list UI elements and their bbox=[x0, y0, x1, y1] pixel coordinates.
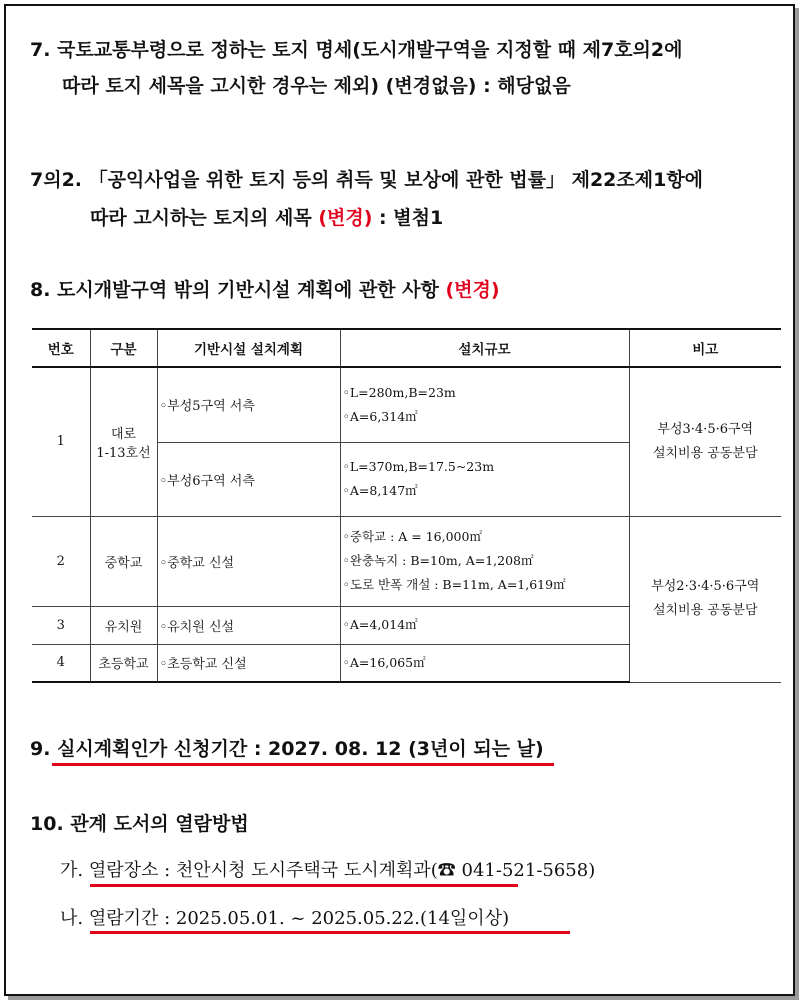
row-number: 4 bbox=[32, 644, 90, 682]
section8-title-text: 8. 도시개발구역 밖의 기반시설 계획에 관한 사항 bbox=[30, 279, 446, 301]
item-marker: 가. bbox=[60, 860, 89, 881]
row-plan: ◦중학교 신설 bbox=[157, 516, 340, 606]
scale-line: ◦A=6,314㎡ bbox=[342, 408, 418, 424]
section9-number: 9. bbox=[30, 738, 58, 760]
application-deadline: 실시계획인가 신청기간 : 2027. 08. 12 (3년이 되는 날) bbox=[57, 738, 544, 760]
document-page bbox=[4, 4, 795, 996]
section10-item-a bbox=[60, 859, 595, 883]
red-underline bbox=[90, 884, 518, 887]
red-underline bbox=[52, 763, 554, 766]
scale-line: ◦중학교 : A = 16,000㎡ bbox=[342, 529, 482, 544]
note-line: 부성3·4·5·6구역 bbox=[657, 421, 754, 437]
row-category: 중학교 bbox=[90, 516, 157, 606]
header-scale: 설치규모 bbox=[340, 329, 629, 367]
table-header-row bbox=[32, 329, 781, 367]
scale-line: ◦A=16,065㎡ bbox=[342, 654, 426, 670]
row-scale bbox=[340, 367, 629, 442]
row-number: 2 bbox=[32, 516, 90, 606]
row-number: 1 bbox=[32, 367, 90, 516]
row-category bbox=[90, 367, 157, 516]
category-line: 1-13호선 bbox=[96, 445, 151, 461]
viewing-location: 열람장소 : 천안시청 도시주택국 도시계획과(☎ 041-521-5658) bbox=[88, 860, 596, 881]
section8-title bbox=[30, 278, 500, 302]
row-plan: ◦부성6구역 서측 bbox=[157, 442, 340, 516]
section7-line1: 7. 국토교통부령으로 정하는 토지 명세(도시개발구역을 지정할 때 제7호의2에 bbox=[30, 39, 683, 61]
section7-2-line2 bbox=[90, 206, 443, 230]
change-marker: (변경) bbox=[318, 207, 373, 229]
item-marker: 나. bbox=[60, 908, 89, 929]
red-underline bbox=[90, 931, 570, 934]
row-category: 유치원 bbox=[90, 606, 157, 644]
scale-line: ◦A=4,014㎡ bbox=[342, 617, 418, 632]
row-plan: ◦유치원 신설 bbox=[157, 606, 340, 644]
row-scale bbox=[340, 606, 629, 644]
header-plan: 기반시설 설치계획 bbox=[157, 329, 340, 367]
scale-line: ◦도로 반폭 개설 : B=11m, A=1,619㎡ bbox=[342, 577, 566, 592]
row-number: 3 bbox=[32, 606, 90, 644]
row-scale bbox=[340, 644, 629, 682]
row-note bbox=[629, 516, 781, 682]
note-line: 설치비용 공동분담 bbox=[652, 603, 758, 618]
section10-item-b bbox=[60, 907, 509, 931]
section7-2-line1: 7의2. 「공익사업을 위한 토지 등의 취득 및 보상에 관한 법률」 제22조제1항에 bbox=[30, 169, 704, 191]
row-note bbox=[629, 367, 781, 516]
header-note: 비고 bbox=[629, 329, 781, 367]
section7-2-line2-prefix: 따라 고시하는 토지의 세목 bbox=[90, 207, 319, 229]
scale-line: ◦L=280m,B=23m bbox=[342, 384, 456, 400]
section7-line2: 따라 토지 세목을 고시한 경우는 제외) (변경없음) : 해당없음 bbox=[62, 75, 571, 97]
row-scale bbox=[340, 442, 629, 516]
change-marker: (변경) bbox=[445, 279, 500, 301]
viewing-period: 열람기간 : 2025.05.01. ~ 2025.05.22.(14일이상) bbox=[88, 908, 510, 929]
scale-line: ◦L=370m,B=17.5~23m bbox=[342, 459, 495, 474]
note-line: 설치비용 공동분담 bbox=[652, 445, 758, 461]
table-row bbox=[32, 367, 781, 442]
row-scale bbox=[340, 516, 629, 606]
row-plan: ◦초등학교 신설 bbox=[157, 644, 340, 682]
section9 bbox=[30, 737, 544, 761]
row-plan: ◦부성5구역 서측 bbox=[157, 367, 340, 442]
header-number: 번호 bbox=[32, 329, 90, 367]
infrastructure-table bbox=[32, 328, 781, 683]
scale-line: ◦완충녹지 : B=10m, A=1,208㎡ bbox=[342, 553, 534, 568]
row-category: 초등학교 bbox=[90, 644, 157, 682]
note-line: 부성2·3·4·5·6구역 bbox=[651, 579, 760, 594]
header-category: 구분 bbox=[90, 329, 157, 367]
section10-title: 10. 관계 도서의 열람방법 bbox=[30, 813, 249, 835]
category-line: 대로 bbox=[110, 426, 137, 442]
section7-2-line2-suffix: : 별첨1 bbox=[372, 207, 444, 229]
scale-line: ◦A=8,147㎡ bbox=[342, 483, 418, 498]
table-row bbox=[32, 516, 781, 606]
